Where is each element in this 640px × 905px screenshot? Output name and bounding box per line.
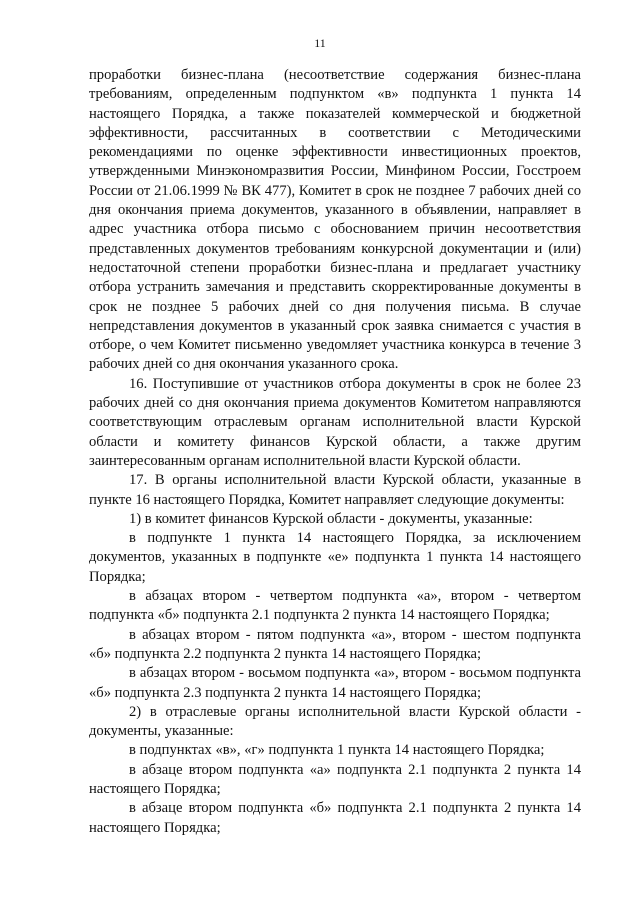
list-item: в абзаце втором подпункта «б» подпункта 2.1 подпункта 2 пункта 14 настоящего Порядка; [89,800,581,836]
paragraph: проработки бизнес-плана (несоответствие содержания бизнес-плана требованиям, определенным подпунктом «в» подпункта 1 пункта 14 настоящего Порядка, а также показателей коммерческой и бюджетной эффективности, рассчитанных в соответствии с Методическими рекомендациями по оценке эффективности инвестиционных проектов, утвержденными Минэкономразвития России, Минфином России, Госстроем России от 21.06.1999 № ВК 477), Комитет в срок не позднее 7 рабочих дней со дня окончания приема документов, указанного в объявлении, направляет в адрес участника отбора письмо с обоснованием причин несоответствия представленных документов требованиям конкурсной документации и (или) недостаточной степени проработки бизнес-плана и предлагает участнику отбора устранить замечания и представить скорректированные документы в срок не позднее 5 рабочих дней со дня получения письма. В случае непредставления документов в указанный срок заявка снимается с участия в отборе, о чем Комитет письменно уведомляет участника конкурса в течение 3 рабочих дней со дня окончания указанного срока. [89,67,581,373]
list-item: в подпунктах «в», «г» подпункта 1 пункта 14 настоящего Порядка; [129,742,545,759]
page-number: 11 [314,36,326,50]
paragraph-16: 16. Поступившие от участников отбора документы в срок не более 23 рабочих дней со дня окончания приема документов Комитетом направляются соответствующим отраслевым органам исполнительной власти Курской области и комитету финансов Курской области, а также другим заинтересованным органам исполнительной власти Курской области. [89,375,581,469]
list-item: в абзацах втором - восьмом подпункта «а», втором - восьмом подпункта «б» подпункта 2.3 подпункта 2 пункта 14 настоящего Порядка; [89,665,581,701]
document-body [89,66,581,838]
list-item: 1) в комитет финансов Курской области - документы, указанные: [129,510,533,527]
paragraph-17: 17. В органы исполнительной власти Курской области, указанные в пункте 16 настоящего Порядка, Комитет направляет следующие документы: [89,472,581,508]
list-item: в подпункте 1 пункта 14 настоящего Порядка, за исключением документов, указанных в подпункте «е» подпункта 1 пункта 14 настоящего Порядка; [89,530,581,585]
list-item: в абзаце втором подпункта «а» подпункта 2.1 подпункта 2 пункта 14 настоящего Порядка; [89,761,581,797]
list-item: в абзацах втором - четвертом подпункта «а», втором - четвертом подпункта «б» подпункта 2.1 подпункта 2 пункта 14 настоящего Порядка; [89,588,581,624]
list-item: в абзацах втором - пятом подпункта «а», втором - шестом подпункта «б» подпункта 2.2 подпункта 2 пункта 14 настоящего Порядка; [89,626,581,662]
list-item: 2) в отраслевые органы исполнительной власти Курской области - документы, указанные: [89,703,581,740]
